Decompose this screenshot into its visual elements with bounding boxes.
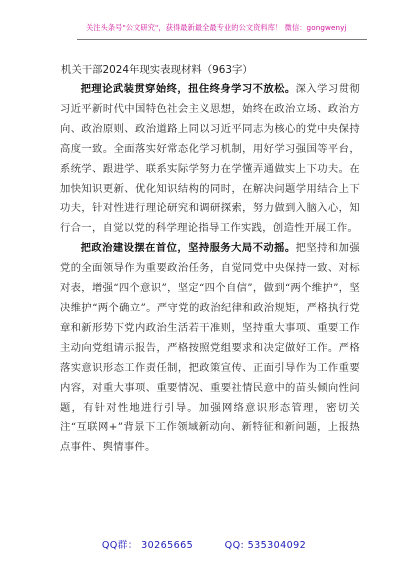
document-body xyxy=(60,80,360,458)
paragraph-lead: 把政治建设摆在首位，坚持服务大局不动摇。 xyxy=(80,242,296,255)
paragraph-theory xyxy=(60,80,360,239)
footer-qq-group: QQ群： 30265665 xyxy=(101,540,194,551)
document-title: 机关干部2024年现实表现材料（963字） xyxy=(61,64,253,76)
paragraph-politics xyxy=(60,239,360,458)
header-divider xyxy=(77,39,367,40)
footer-qq: QQ: 535304092 xyxy=(224,540,307,551)
paragraph-text: 深入学习贯彻习近平新时代中国特色社会主义思想，始终在政治立场、政治方向、政治原则、政治道路上同以习近平同志为核心的党中央保持高度一致。全面落实好常态化学习机制，用好学习强国等平台，系统学、跟进学、联系实际学努力在学懂弄通做实上下功夫。在加快知识更新、优化知识结构的同时，在解决问题学用结合上下功夫，针对性进行理论研究和调研探索，努力做到入脑入心，知行合一，自觉以党的科学理论指导工作实践，创造性开展工作。 xyxy=(60,83,360,235)
header-banner: 关注头条号"公文研究"，获得最新最全最专业的公文资料库！ 微信：gongwenyj xyxy=(86,23,347,32)
paragraph-lead: 把理论武装贯穿始终，扭住终身学习不放松。 xyxy=(80,83,296,95)
footer-contact xyxy=(0,537,408,551)
paragraph-text: 把坚持和加强党的全面领导作为重要政治任务，自觉同党中央保持一致、对标对表，增强“四个意识”，坚定“四个自信”，做到“两个维护”，坚决维护“两个确立”。严守党的政治纪律和政治规矩，严格执行党章和新形势下党内政治生活若干准则，坚持重大事项、重要工作主动向党组请示报告，严格按照党组要求和决定做好工作。严格落实意识形态工作责任制，把政策宣传、正面引导作为工作重要内容，对重大事项、重要情况、重要社情民意中的苗头倾向性问题，有针对性地进行引导。加强网络意识形态管理，密切关注“互联网+”背景下工作领域新动向、新特征和新问题，上报热点事件、舆情事件。 xyxy=(60,242,360,454)
